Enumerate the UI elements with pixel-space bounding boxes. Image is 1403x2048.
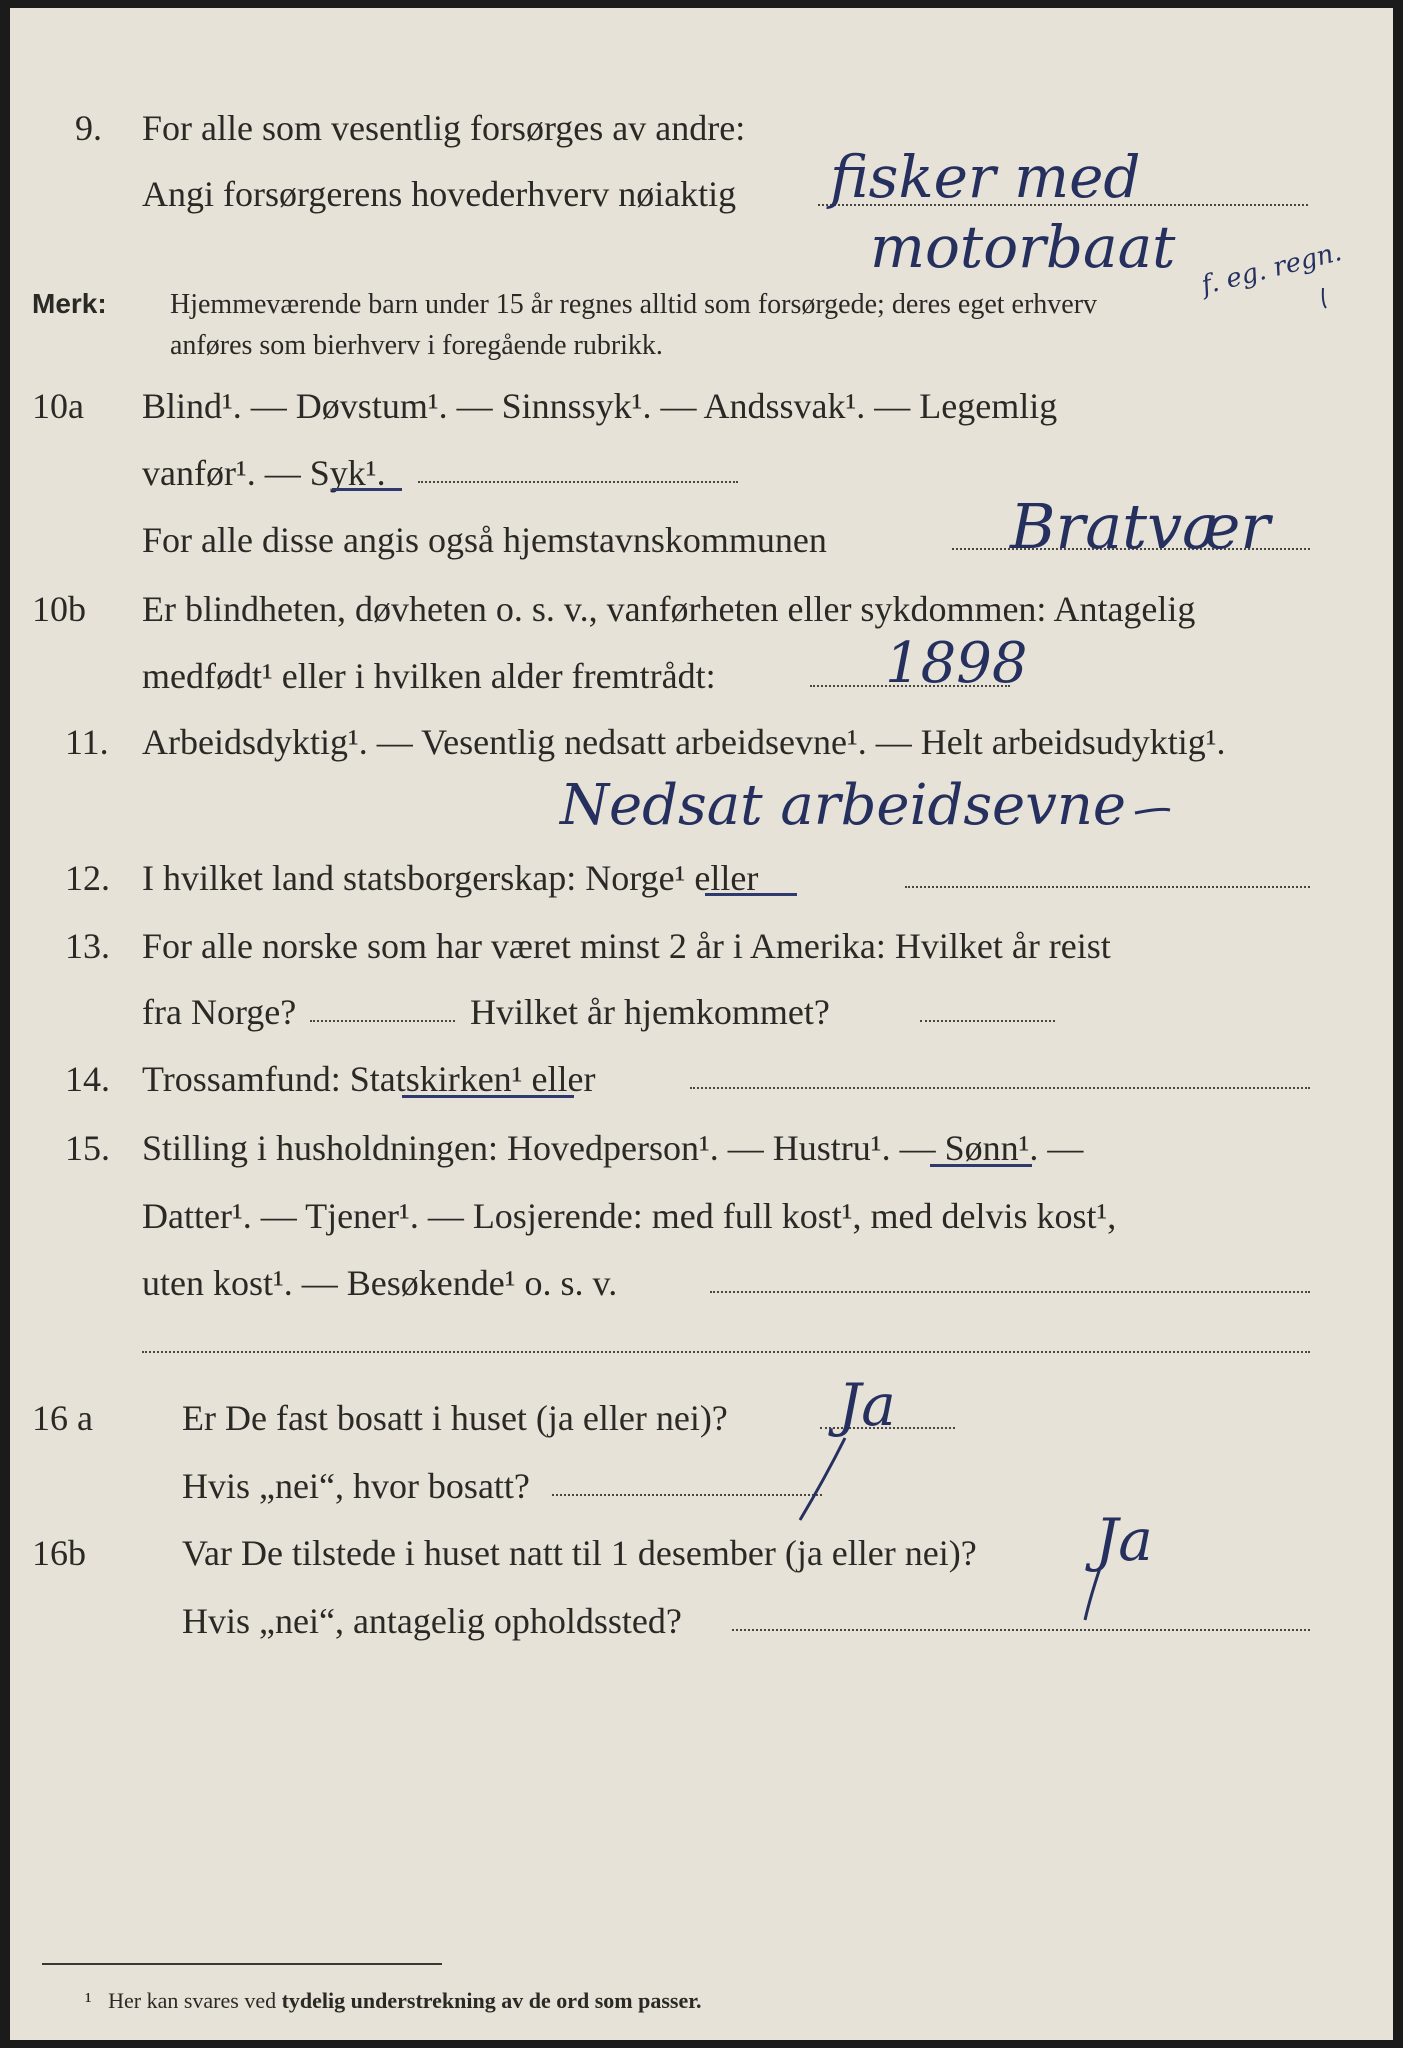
handwriting-strokes (10, 8, 1393, 2040)
q9-answer-1: fisker med (830, 143, 1141, 211)
q16b-line2: Hvis „nei“, antagelig opholdssted? (182, 1601, 682, 1641)
footnote (85, 1988, 702, 2014)
q9-answer-note: f. eg. regn. (1198, 237, 1345, 301)
q11-answer-tail (1135, 809, 1170, 813)
q10b-line2: medfødt¹ eller i hvilken alder fremtrådt: (142, 656, 716, 696)
q16b-line1: Var De tilstede i huset natt til 1 desember (ja eller nei)? (182, 1533, 977, 1573)
q10b-answer: 1898 (885, 631, 1028, 696)
q9-margin-mark (1323, 288, 1326, 308)
q9-line1: For alle som vesentlig forsørges av andre: (142, 108, 746, 148)
q10b-number: 10b (32, 589, 86, 629)
q10a-number: 10a (32, 386, 84, 426)
q12-text: I hvilket land statsborgerskap: Norge¹ eller (142, 858, 759, 898)
q13-line2b: Hvilket år hjemkommet? (470, 992, 830, 1032)
q15-line2: Datter¹. — Tjener¹. — Losjerende: med full kost¹, med delvis kost¹, (142, 1196, 1117, 1236)
merk-line2: anføres som bierhverv i foregående rubrikk. (170, 330, 663, 361)
merk-label: Merk: (32, 288, 107, 319)
q11-number: 11. (65, 722, 109, 762)
q16a-line1: Er De fast bosatt i huset (ja eller nei)? (182, 1398, 728, 1438)
q16a-answer: Ja (838, 1371, 896, 1439)
q13-number: 13. (65, 926, 110, 966)
q16b-check-stroke (1085, 1568, 1100, 1620)
q11-answer: Nedsat arbeidsevne (560, 773, 1127, 838)
q10a-line3: For alle disse angis også hjemstavnskommunen (142, 520, 827, 560)
q15-number: 15. (65, 1128, 110, 1168)
q14-number: 14. (65, 1059, 110, 1099)
footnote-mark: ¹ (85, 1988, 92, 2013)
q9-answer-2: motorbaat (870, 213, 1176, 281)
q10a-line1: Blind¹. — Døvstum¹. — Sinnssyk¹. — Andssvak¹. — Legemlig (142, 386, 1058, 426)
q15-line1: Stilling i husholdningen: Hovedperson¹. — Hustru¹. — Sønn¹. — (142, 1128, 1084, 1168)
q16a-number: 16 a (32, 1398, 93, 1438)
q12-number: 12. (65, 858, 110, 898)
footnote-rule (42, 1963, 442, 1965)
q13-line1: For alle norske som har været minst 2 år i Amerika: Hvilket år reist (142, 926, 1111, 966)
q13-line2a: fra Norge? (142, 992, 297, 1032)
merk-line1: Hjemmeværende barn under 15 år regnes alltid som forsørgede; deres eget erhverv (170, 289, 1098, 320)
q15-line3: uten kost¹. — Besøkende¹ o. s. v. (142, 1263, 618, 1303)
q11-line1: Arbeidsdyktig¹. — Vesentlig nedsatt arbeidsevne¹. — Helt arbeidsudyktig¹. (142, 722, 1226, 762)
q10b-line1: Er blindheten, døvheten o. s. v., vanførheten eller sykdommen: Antagelig (142, 589, 1196, 629)
q9-number: 9. (75, 108, 102, 148)
q16b-number: 16b (32, 1533, 86, 1573)
census-form-page (10, 8, 1393, 2040)
q9-line2: Angi forsørgerens hovederhverv nøiaktig (142, 174, 737, 214)
q16a-line2: Hvis „nei“, hvor bosatt? (182, 1466, 530, 1506)
q14-text: Trossamfund: Statskirken¹ eller (142, 1059, 596, 1099)
q16a-check-stroke (800, 1438, 845, 1520)
q10a-answer: Bratvær (1010, 490, 1271, 563)
q16b-answer: Ja (1095, 1506, 1153, 1574)
footnote-text: Her kan svares ved (108, 1988, 277, 2013)
footnote-bold-text: tydelig understrekning av de ord som passer. (281, 1988, 702, 2013)
q10a-line2: vanfør¹. — Syk¹. (142, 453, 386, 493)
